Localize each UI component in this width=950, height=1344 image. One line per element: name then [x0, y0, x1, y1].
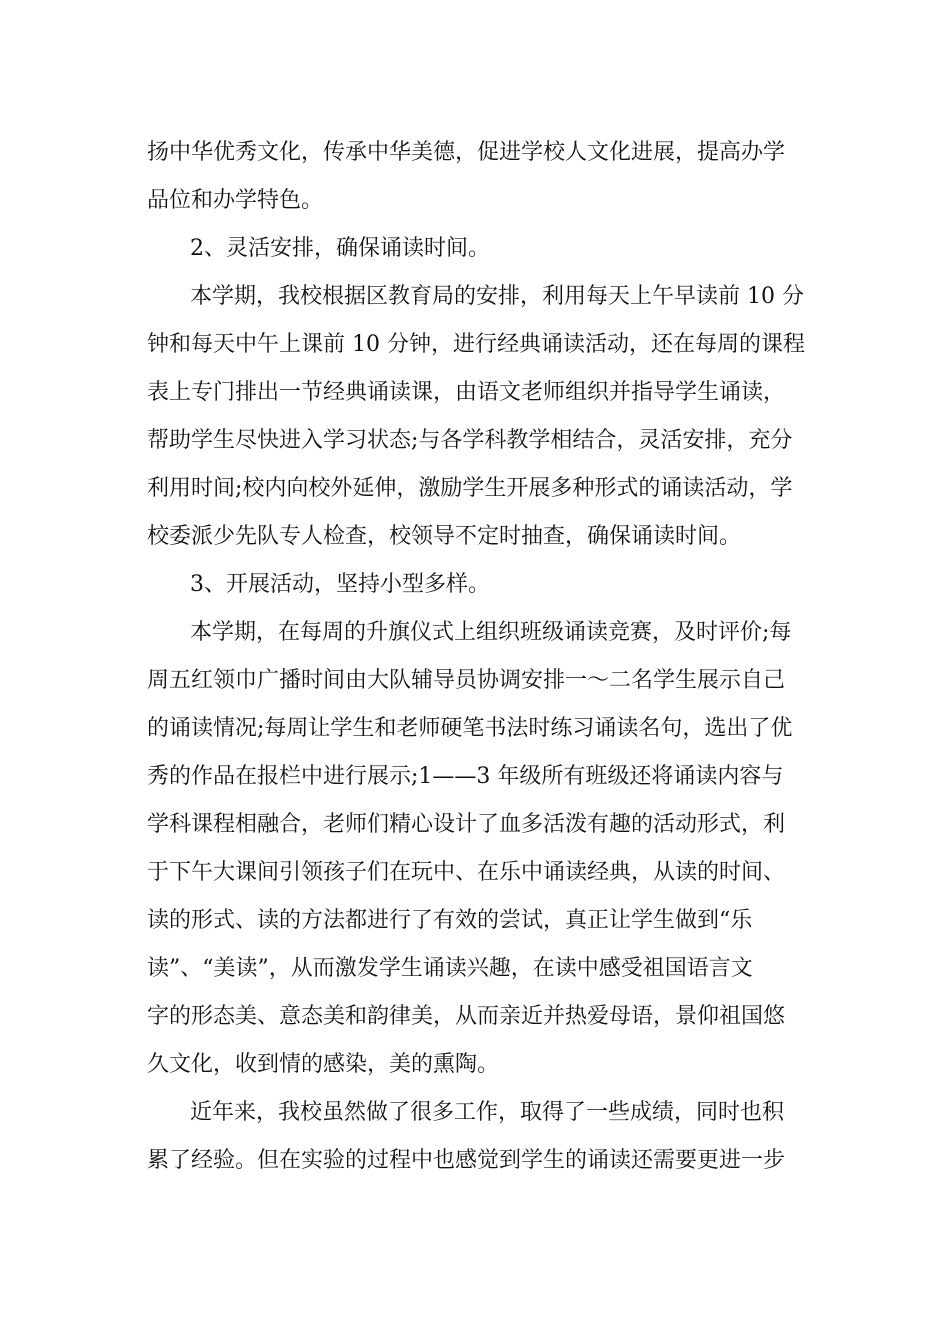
text-line-6: 表上专门排出一节经典诵读课，由语文老师组织并指导学生诵读，	[147, 380, 786, 405]
text-line-22: 累了经验。但在实验的过程中也感觉到学生的诵读还需要更进一步	[147, 1148, 786, 1173]
text-line-13: 的诵读情况;每周让学生和老师硬笔书法时练习诵读名句，选出了优	[147, 716, 793, 741]
text-line-5: 钟和每天中午上课前 10 分钟，进行经典诵读活动，还在每周的课程	[147, 332, 805, 357]
text-line-2: 品位和办学特色。	[147, 188, 324, 213]
text-line-9: 校委派少先队专人检查，校领导不定时抽查，确保诵读时间。	[147, 524, 742, 549]
text-line-1: 扬中华优秀文化，传承中华美德，促进学校人文化进展，提高办学	[147, 140, 786, 165]
text-line-19: 字的形态美、意态美和韵律美，从而亲近并热爱母语，景仰祖国悠	[147, 1004, 786, 1029]
text-line-15: 学科课程相融合，老师们精心设计了血多活泼有趣的活动形式，利	[147, 812, 786, 837]
text-line-12: 周五红领巾广播时间由大队辅导员协调安排一～二名学生展示自己	[147, 668, 786, 693]
section-heading-3: 3、开展活动，坚持小型多样。	[190, 572, 490, 597]
section-heading-2: 2、灵活安排，确保诵读时间。	[190, 236, 490, 261]
text-line-21: 近年来，我校虽然做了很多工作，取得了一些成绩，同时也积	[190, 1100, 785, 1125]
text-line-17: 读的形式、读的方法都进行了有效的尝试，真正让学生做到“乐	[147, 908, 753, 933]
text-line-4: 本学期，我校根据区教育局的安排，利用每天上午早读前 10 分	[190, 284, 804, 309]
text-line-16: 于下午大课间引领孩子们在玩中、在乐中诵读经典，从读的时间、	[147, 860, 786, 885]
text-line-7: 帮助学生尽快进入学习状态;与各学科教学相结合，灵活安排，充分	[147, 428, 793, 453]
text-line-20: 久文化，收到情的感染，美的熏陶。	[147, 1052, 500, 1077]
text-line-18: 读”、“美读”，从而激发学生诵读兴趣，在读中感受祖国语言文	[147, 956, 753, 981]
text-line-8: 利用时间;校内向校外延伸，激励学生开展多种形式的诵读活动，学	[147, 476, 793, 501]
text-line-14: 秀的作品在报栏中进行展示;1——3 年级所有班级还将诵读内容与	[147, 764, 784, 789]
text-line-11: 本学期，在每周的升旗仪式上组织班级诵读竞赛，及时评价;每	[190, 620, 792, 645]
